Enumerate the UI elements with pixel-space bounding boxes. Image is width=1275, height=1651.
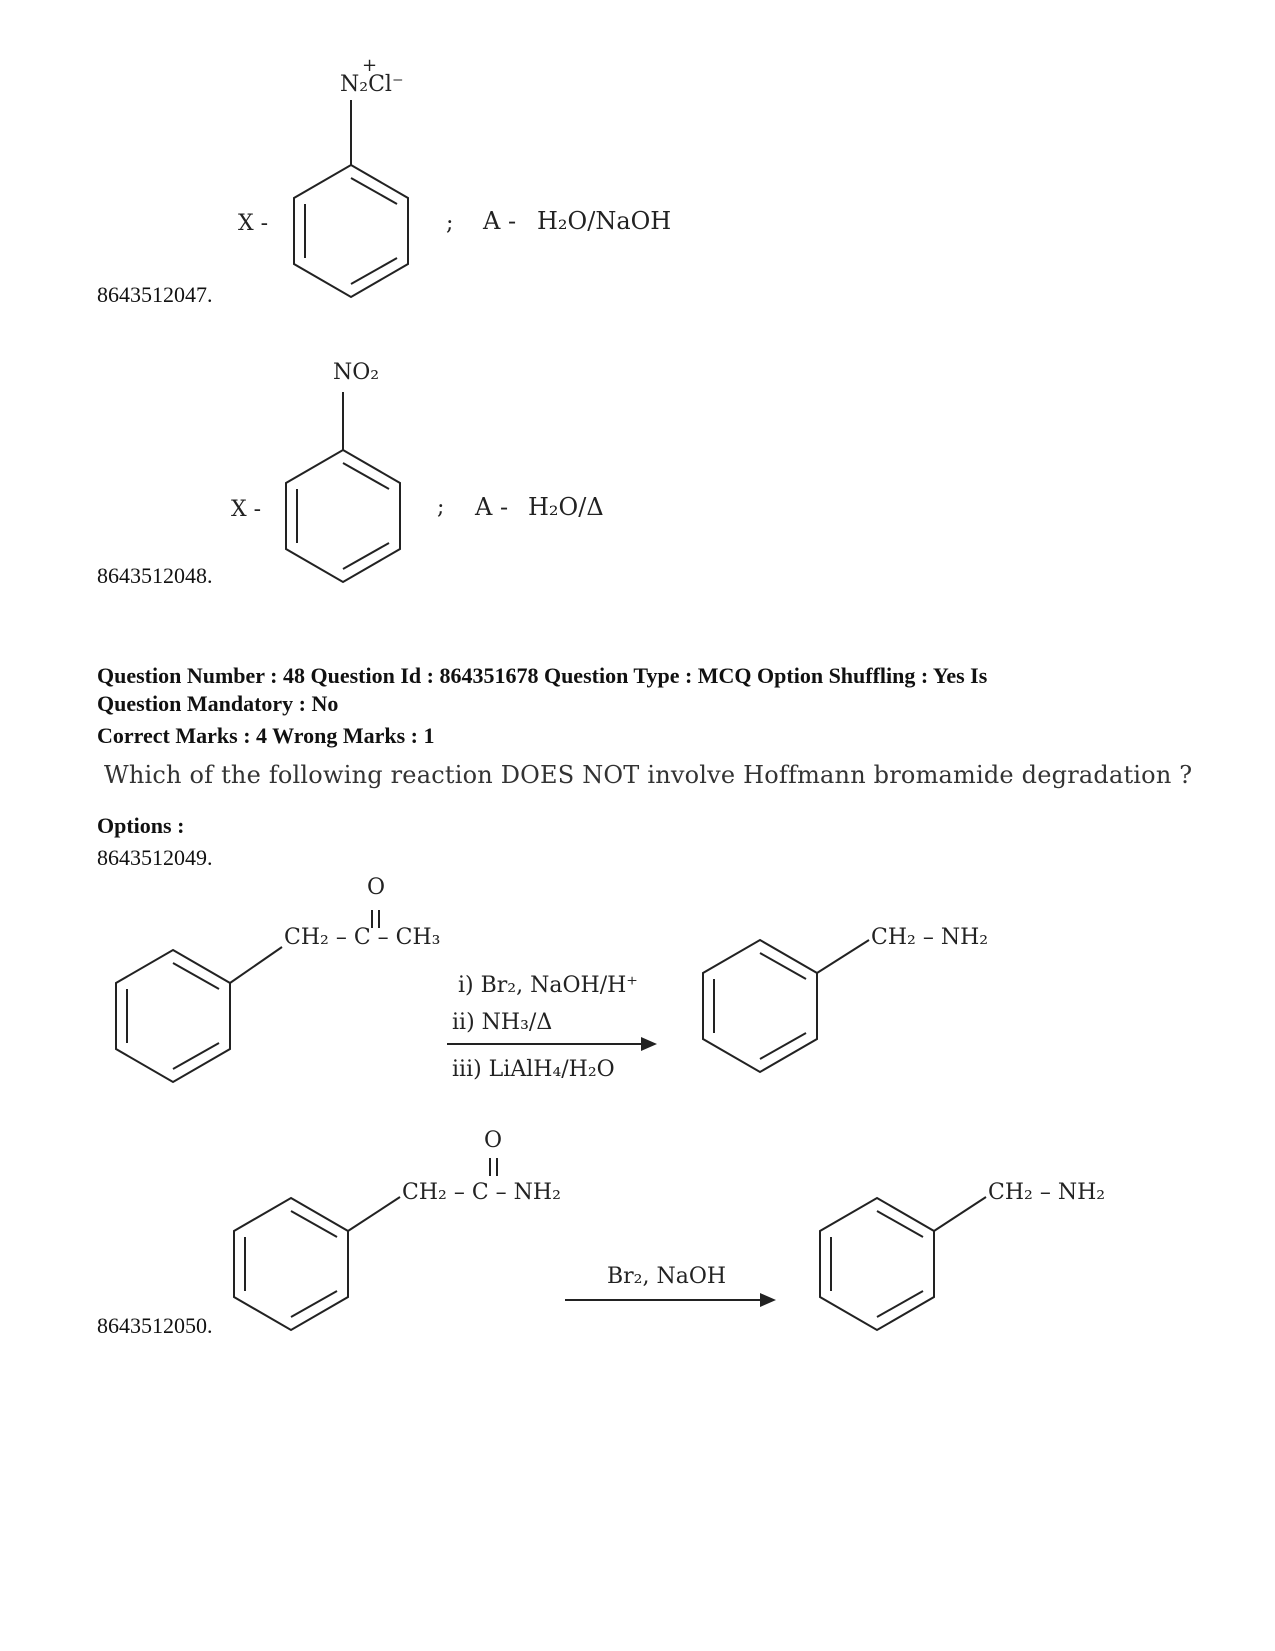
benzene-ring-47 [294,100,408,297]
reactant-chain-50: CH₂ – C – NH₂ [402,1180,561,1205]
separator-48: ; [437,495,445,520]
a-label-47: A - [483,207,517,235]
option-id-50[interactable]: 8643512050. [97,1313,213,1338]
nitro-substituent: NO₂ [333,360,380,385]
reagent-step3-49: iii) LiAlH₄/H₂O [452,1057,615,1082]
question-marks: Correct Marks : 4 Wrong Marks : 1 [97,723,435,748]
option-id-47[interactable]: 8643512047. [97,282,213,307]
reaction-arrow-49 [447,1037,657,1051]
reaction-arrow-50 [565,1293,776,1307]
reagent-50: Br₂, NaOH [607,1264,727,1289]
product-chain-49: CH₂ – NH₂ [871,925,989,950]
benzene-ring-48 [286,392,400,582]
benzene-ring-49-reactant [116,947,282,1082]
question-text: Which of the following reaction DOES NOT involve Hoffmann bromamide degradation ? [104,761,1193,789]
reagent-48: H₂O/Δ [528,493,604,521]
reagent-47: H₂O/NaOH [537,207,672,235]
separator-47: ; [446,211,454,236]
reagent-step1-49: i) Br₂, NaOH/H⁺ [458,973,638,998]
a-label-48: A - [475,493,509,521]
x-label-47: X - [238,211,269,236]
x-label-48: X - [231,497,262,522]
option-id-48[interactable]: 8643512048. [97,563,213,588]
benzene-ring-50-product [820,1197,986,1330]
diazonium-charge: + [362,55,378,76]
question-meta-line1: Question Number : 48 Question Id : 864351678 Question Type : MCQ Option Shuffling : Yes Is [97,663,988,688]
carbonyl-oxygen-49: O [367,875,386,900]
benzene-ring-49-product [703,940,869,1072]
options-label: Options : [97,813,185,838]
diazonium-substituent: N₂Cl⁻ [340,72,404,97]
reagent-step2-49: ii) NH₃/Δ [452,1010,553,1035]
option-id-49[interactable]: 8643512049. [97,845,213,870]
reactant-chain-49: CH₂ – C – CH₃ [284,925,441,950]
benzene-ring-50-reactant [234,1197,400,1330]
product-chain-50: CH₂ – NH₂ [988,1180,1106,1205]
question-meta-line2: Question Mandatory : No [97,691,339,716]
carbonyl-50 [490,1158,497,1176]
carbonyl-oxygen-50: O [484,1128,503,1153]
